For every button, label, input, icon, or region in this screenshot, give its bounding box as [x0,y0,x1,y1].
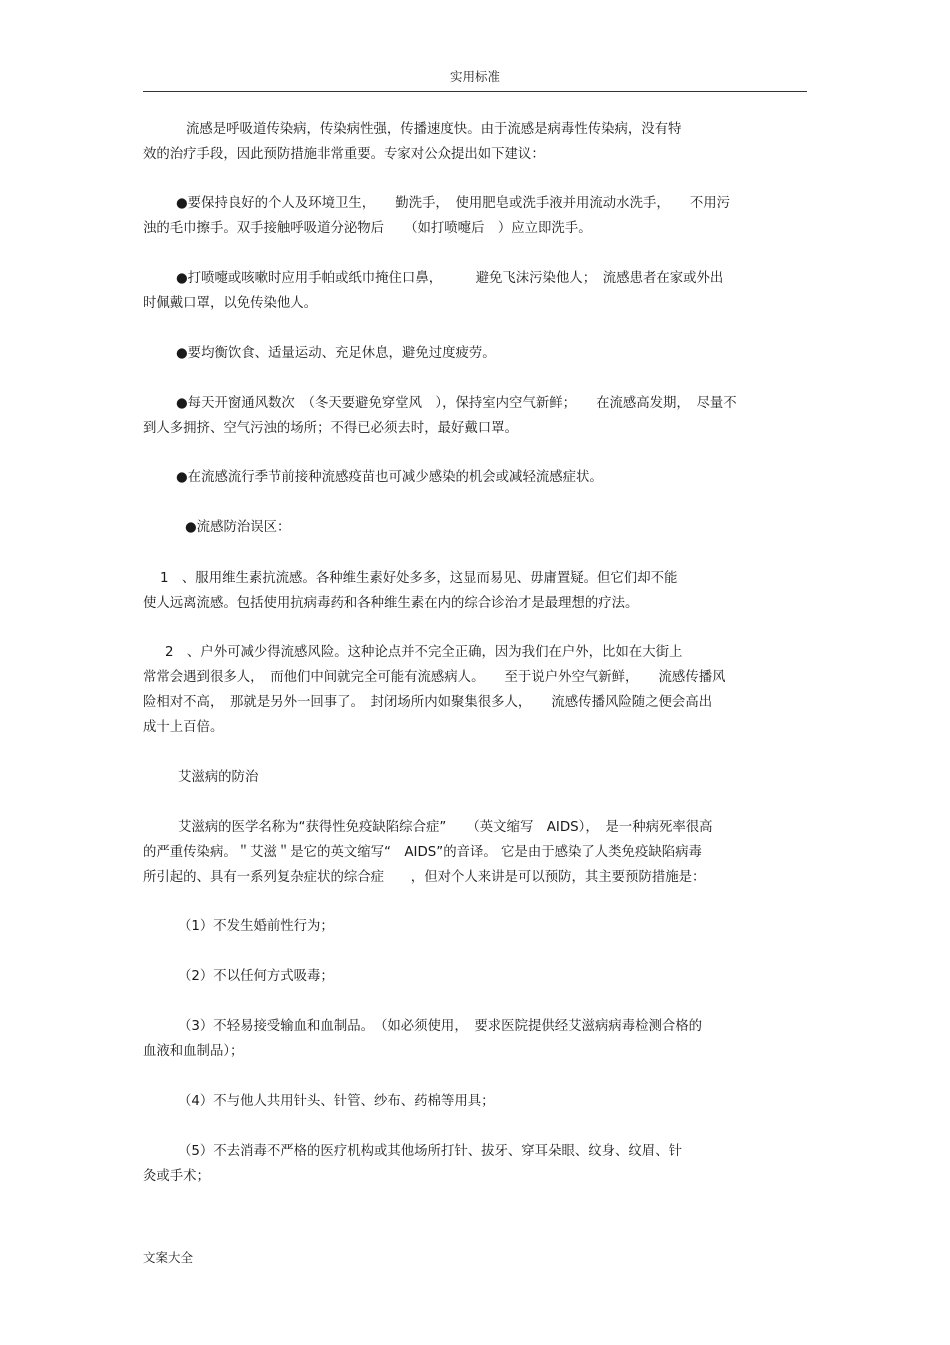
text-line: 血液和血制品）； [143,1044,244,1059]
text-line: ●打喷嚏或咳嗽时应用手帕或纸巾掩住口鼻， 避免飞沫污染他人； 流感患者在家或外出 [176,271,724,286]
list-item: （4）不与他人共用针头、针管、纱布、药棉等用具； [178,1094,495,1109]
text-line: 流感是呼吸道传染病，传染病性强，传播速度快。由于流感是病毒性传染病，没有特 [186,122,682,137]
text-line: 成十上百倍。 [143,720,224,735]
text-line: 效的治疗手段，因此预防措施非常重要。专家对公众提出如下建议： [143,147,545,162]
text-line: ●要保持良好的个人及环境卫生， 勤洗手， 使用肥皂或洗手液并用流动水洗手， 不用污 [176,196,730,211]
text-line: 使人远离流感。包括使用抗病毒药和各种维生素在内的综合诊治才是最理想的疗法。 [143,596,639,611]
header-divider [143,91,807,92]
text-line: ●流感防治误区： [185,520,291,535]
page-footer: 文案大全 [143,1250,194,1265]
text-line: 灸或手术； [143,1169,210,1184]
section-heading: 艾滋病的防治 [178,770,259,785]
text-line: 2 、户外可减少得流感风险。这种论点并不完全正确，因为我们在户外，比如在大街上 [165,645,683,660]
text-line: 1 、服用维生素抗流感。各种维生素好处多多，这显而易见、毋庸置疑。但它们却不能 [160,571,678,586]
list-item: （2）不以任何方式吸毒； [178,969,334,984]
text-line: 的严重传染病。＂艾滋＂是它的英文缩写“ AIDS”的音译。 它是由于感染了人类免疫缺陷病毒 [143,845,702,860]
text-line: ●在流感流行季节前接种流感疫苗也可减少感染的机会或减轻流感症状。 [176,470,603,485]
text-line: 险相对不高， 那就是另外一回事了。 封闭场所内如聚集很多人， 流感传播风险随之便会高出 [143,695,713,710]
page-header: 实用标准 [449,69,500,84]
text-line: 到人多拥挤、空气污浊的场所；不得已必须去时，最好戴口罩。 [143,421,518,436]
text-line: 浊的毛巾擦手。双手接触呼吸道分泌物后 （如打喷嚏后 ）应立即洗手。 [143,221,592,236]
text-line: ●每天开窗通风数次 （冬天要避免穿堂风 ），保持室内空气新鲜； 在流感高发期， 尽量不 [176,396,737,411]
list-item: （3）不轻易接受输血和血制品。 （如必须使用， 要求医院提供经艾滋病病毒检测合格的 [178,1019,703,1034]
text-line: 时佩戴口罩，以免传染他人。 [143,296,318,311]
text-line: 常常会遇到很多人， 而他们中间就完全可能有流感病人。 至于说户外空气新鲜， 流感传播风 [143,670,726,685]
text-line: 所引起的、具有一系列复杂症状的综合症 ，但对个人来讲是可以预防，其主要预防措施是： [143,870,706,885]
text-line: 艾滋病的医学名称为“获得性免疫缺陷综合症” （英文缩写 AIDS）， 是一种病死率很高 [178,820,713,835]
list-item: （5）不去消毒不严格的医疗机构或其他场所打针、拔牙、穿耳朵眼、纹身、纹眉、针 [178,1144,682,1159]
list-item: （1）不发生婚前性行为； [178,919,334,934]
text-line: ●要均衡饮食、适量运动、充足休息，避免过度疲劳。 [176,346,496,361]
